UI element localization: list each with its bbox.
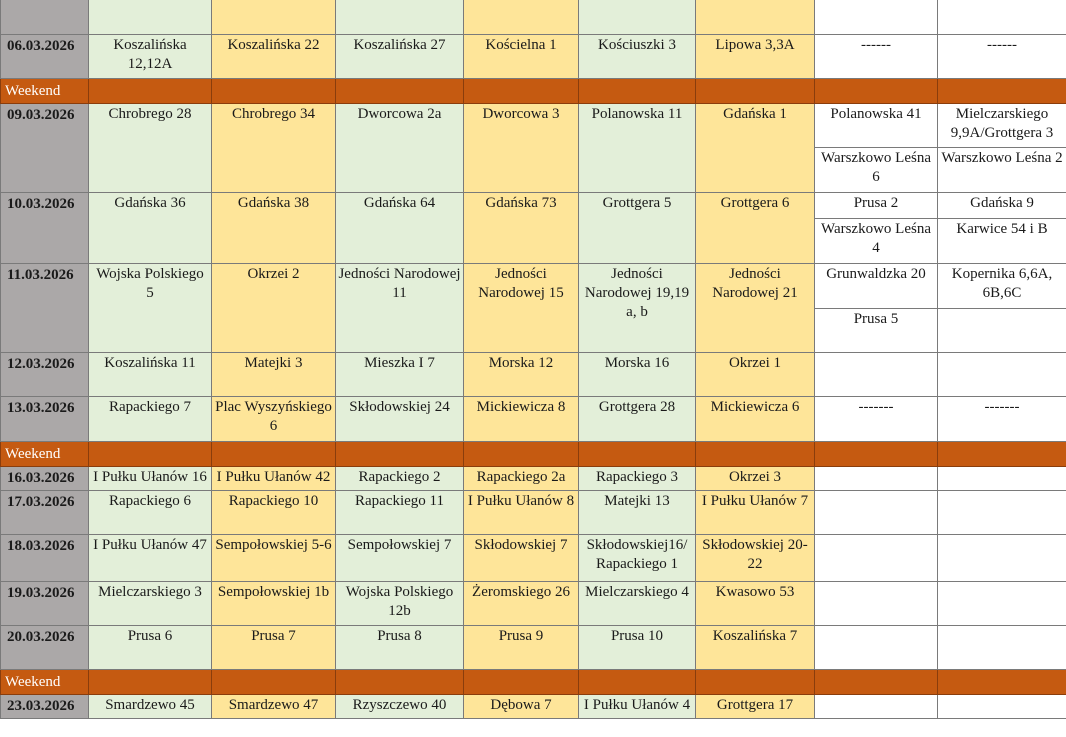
address-cell: Rzyszczewo 40 — [336, 695, 464, 719]
date-cell: 10.03.2026 — [1, 193, 89, 264]
extra-address-cell — [938, 467, 1066, 491]
address-cell: Jedności Narodowej 11 — [336, 264, 464, 353]
weekend-cell — [815, 79, 938, 104]
address-cell — [212, 0, 336, 35]
address-cell: Koszalińska 27 — [336, 35, 464, 79]
extra-address-cell: Warszkowo Leśna 2 — [938, 148, 1066, 193]
date-cell: 06.03.2026 — [1, 35, 89, 79]
weekend-cell — [696, 79, 815, 104]
address-cell: I Pułku Ułanów 7 — [696, 491, 815, 535]
schedule-row — [1, 467, 1066, 491]
address-cell: Matejki 3 — [212, 353, 336, 397]
address-cell: Dębowa 7 — [464, 695, 579, 719]
extra-address-cell: Karwice 54 i B — [938, 219, 1066, 264]
extra-address-cell — [815, 0, 938, 35]
schedule-row — [1, 0, 1066, 35]
address-cell: Rapackiego 6 — [89, 491, 212, 535]
extra-address-cell: ------ — [815, 35, 938, 79]
address-cell: Chrobrego 28 — [89, 104, 212, 193]
date-cell: 18.03.2026 — [1, 535, 89, 582]
weekend-row — [1, 79, 1066, 104]
address-cell: Sempołowskiej 7 — [336, 535, 464, 582]
date-cell: 11.03.2026 — [1, 264, 89, 353]
address-cell: Mickiewicza 8 — [464, 397, 579, 442]
weekend-cell — [212, 670, 336, 695]
date-cell: 23.03.2026 — [1, 695, 89, 719]
weekend-cell — [938, 79, 1066, 104]
address-cell: Rapackiego 10 — [212, 491, 336, 535]
address-cell: Koszalińska 11 — [89, 353, 212, 397]
address-cell: Żeromskiego 26 — [464, 582, 579, 626]
address-cell: Sempołowskiej 5-6 — [212, 535, 336, 582]
address-cell: Gdańska 1 — [696, 104, 815, 193]
address-cell: Grottgera 6 — [696, 193, 815, 264]
date-cell: 09.03.2026 — [1, 104, 89, 193]
address-cell: Chrobrego 34 — [212, 104, 336, 193]
address-cell: Koszalińska 7 — [696, 626, 815, 670]
schedule-row — [1, 353, 1066, 397]
schedule-row — [1, 535, 1066, 582]
address-cell — [89, 0, 212, 35]
address-cell: Jedności Narodowej 21 — [696, 264, 815, 353]
address-cell: Sempołowskiej 1b — [212, 582, 336, 626]
weekend-label: Weekend — [1, 670, 89, 695]
address-cell: Prusa 10 — [579, 626, 696, 670]
address-cell — [336, 0, 464, 35]
extra-address-cell — [938, 695, 1066, 719]
address-cell: Wojska Polskiego 12b — [336, 582, 464, 626]
weekend-cell — [336, 79, 464, 104]
extra-address-cell — [815, 695, 938, 719]
address-cell: Gdańska 36 — [89, 193, 212, 264]
address-cell: Wojska Polskiego 5 — [89, 264, 212, 353]
address-cell: Gdańska 64 — [336, 193, 464, 264]
extra-address-cell: Gdańska 9 — [938, 193, 1066, 219]
address-cell: Skłodowskiej16/ Rapackiego 1 — [579, 535, 696, 582]
weekend-row — [1, 442, 1066, 467]
extra-address-cell: ------- — [938, 397, 1066, 442]
extra-address-cell — [938, 309, 1066, 353]
schedule-row — [1, 193, 1066, 219]
address-cell: Jedności Narodowej 19,19 a, b — [579, 264, 696, 353]
weekend-cell — [579, 442, 696, 467]
address-cell: Rapackiego 3 — [579, 467, 696, 491]
address-cell: Polanowska 11 — [579, 104, 696, 193]
weekend-cell — [579, 79, 696, 104]
address-cell — [696, 0, 815, 35]
address-cell: Koszalińska 22 — [212, 35, 336, 79]
schedule-row — [1, 104, 1066, 148]
schedule-row — [1, 264, 1066, 309]
address-cell: Rapackiego 7 — [89, 397, 212, 442]
address-cell: Matejki 13 — [579, 491, 696, 535]
address-cell: Morska 12 — [464, 353, 579, 397]
extra-address-cell: ------ — [938, 35, 1066, 79]
extra-address-cell — [938, 353, 1066, 397]
schedule-row — [1, 491, 1066, 535]
weekend-cell — [696, 442, 815, 467]
address-cell: Prusa 8 — [336, 626, 464, 670]
date-cell — [1, 0, 89, 35]
weekend-cell — [89, 79, 212, 104]
address-cell: Prusa 6 — [89, 626, 212, 670]
address-cell: Dworcowa 2a — [336, 104, 464, 193]
extra-address-cell — [938, 0, 1066, 35]
weekend-cell — [212, 442, 336, 467]
address-cell: Dworcowa 3 — [464, 104, 579, 193]
extra-address-cell — [938, 626, 1066, 670]
schedule-row — [1, 397, 1066, 442]
date-cell: 16.03.2026 — [1, 467, 89, 491]
extra-address-cell — [815, 491, 938, 535]
weekend-cell — [579, 670, 696, 695]
extra-address-cell: Prusa 2 — [815, 193, 938, 219]
extra-address-cell — [815, 535, 938, 582]
address-cell: Mielczarskiego 4 — [579, 582, 696, 626]
address-cell: Plac Wyszyńskiego 6 — [212, 397, 336, 442]
address-cell: Rapackiego 2a — [464, 467, 579, 491]
address-cell: Gdańska 38 — [212, 193, 336, 264]
weekend-cell — [89, 670, 212, 695]
address-cell: Morska 16 — [579, 353, 696, 397]
weekend-row — [1, 670, 1066, 695]
weekend-cell — [464, 442, 579, 467]
weekend-cell — [464, 79, 579, 104]
extra-address-cell: Polanowska 41 — [815, 104, 938, 148]
extra-address-cell — [938, 535, 1066, 582]
date-cell: 19.03.2026 — [1, 582, 89, 626]
address-cell: Okrzei 3 — [696, 467, 815, 491]
address-cell: Grottgera 17 — [696, 695, 815, 719]
address-cell: Skłodowskiej 20-22 — [696, 535, 815, 582]
address-cell: Smardzewo 45 — [89, 695, 212, 719]
address-cell: Rapackiego 2 — [336, 467, 464, 491]
extra-address-cell: Warszkowo Leśna 6 — [815, 148, 938, 193]
weekend-cell — [464, 670, 579, 695]
schedule-row — [1, 626, 1066, 670]
address-cell: Gdańska 73 — [464, 193, 579, 264]
weekend-cell — [696, 670, 815, 695]
extra-address-cell: Grunwaldzka 20 — [815, 264, 938, 309]
weekend-label: Weekend — [1, 442, 89, 467]
weekend-cell — [212, 79, 336, 104]
weekend-cell — [336, 670, 464, 695]
address-cell: Smardzewo 47 — [212, 695, 336, 719]
weekend-cell — [938, 442, 1066, 467]
extra-address-cell — [938, 582, 1066, 626]
extra-address-cell: Mielczarskiego 9,9A/Grottgera 3 — [938, 104, 1066, 148]
address-cell: Kościelna 1 — [464, 35, 579, 79]
weekend-cell — [89, 442, 212, 467]
schedule-row — [1, 35, 1066, 79]
address-cell: I Pułku Ułanów 4 — [579, 695, 696, 719]
address-cell: Skłodowskiej 7 — [464, 535, 579, 582]
address-cell: Mielczarskiego 3 — [89, 582, 212, 626]
address-cell: Mieszka I 7 — [336, 353, 464, 397]
schedule-body — [1, 0, 1066, 719]
date-cell: 12.03.2026 — [1, 353, 89, 397]
weekend-cell — [815, 670, 938, 695]
address-cell: I Pułku Ułanów 42 — [212, 467, 336, 491]
address-cell: Mickiewicza 6 — [696, 397, 815, 442]
address-cell: Kościuszki 3 — [579, 35, 696, 79]
address-cell: Okrzei 1 — [696, 353, 815, 397]
address-cell: Prusa 7 — [212, 626, 336, 670]
address-cell: Koszalińska 12,12A — [89, 35, 212, 79]
date-cell: 20.03.2026 — [1, 626, 89, 670]
address-cell: Grottgera 28 — [579, 397, 696, 442]
address-cell: Kwasowo 53 — [696, 582, 815, 626]
address-cell: Lipowa 3,3A — [696, 35, 815, 79]
weekend-cell — [938, 670, 1066, 695]
address-cell: Rapackiego 11 — [336, 491, 464, 535]
schedule-row — [1, 582, 1066, 626]
weekend-cell — [336, 442, 464, 467]
extra-address-cell: Warszkowo Leśna 4 — [815, 219, 938, 264]
extra-address-cell — [938, 491, 1066, 535]
date-cell: 17.03.2026 — [1, 491, 89, 535]
address-cell: Prusa 9 — [464, 626, 579, 670]
weekend-cell — [815, 442, 938, 467]
extra-address-cell: Prusa 5 — [815, 309, 938, 353]
address-cell: Okrzei 2 — [212, 264, 336, 353]
address-cell — [464, 0, 579, 35]
address-cell: I Pułku Ułanów 8 — [464, 491, 579, 535]
address-cell: I Pułku Ułanów 16 — [89, 467, 212, 491]
date-cell: 13.03.2026 — [1, 397, 89, 442]
extra-address-cell: ------- — [815, 397, 938, 442]
weekend-label: Weekend — [1, 79, 89, 104]
extra-address-cell — [815, 353, 938, 397]
extra-address-cell: Kopernika 6,6A, 6B,6C — [938, 264, 1066, 309]
address-cell: Skłodowskiej 24 — [336, 397, 464, 442]
extra-address-cell — [815, 467, 938, 491]
address-cell: I Pułku Ułanów 47 — [89, 535, 212, 582]
address-cell — [579, 0, 696, 35]
address-cell: Grottgera 5 — [579, 193, 696, 264]
schedule-row — [1, 695, 1066, 719]
extra-address-cell — [815, 626, 938, 670]
address-cell: Jedności Narodowej 15 — [464, 264, 579, 353]
extra-address-cell — [815, 582, 938, 626]
